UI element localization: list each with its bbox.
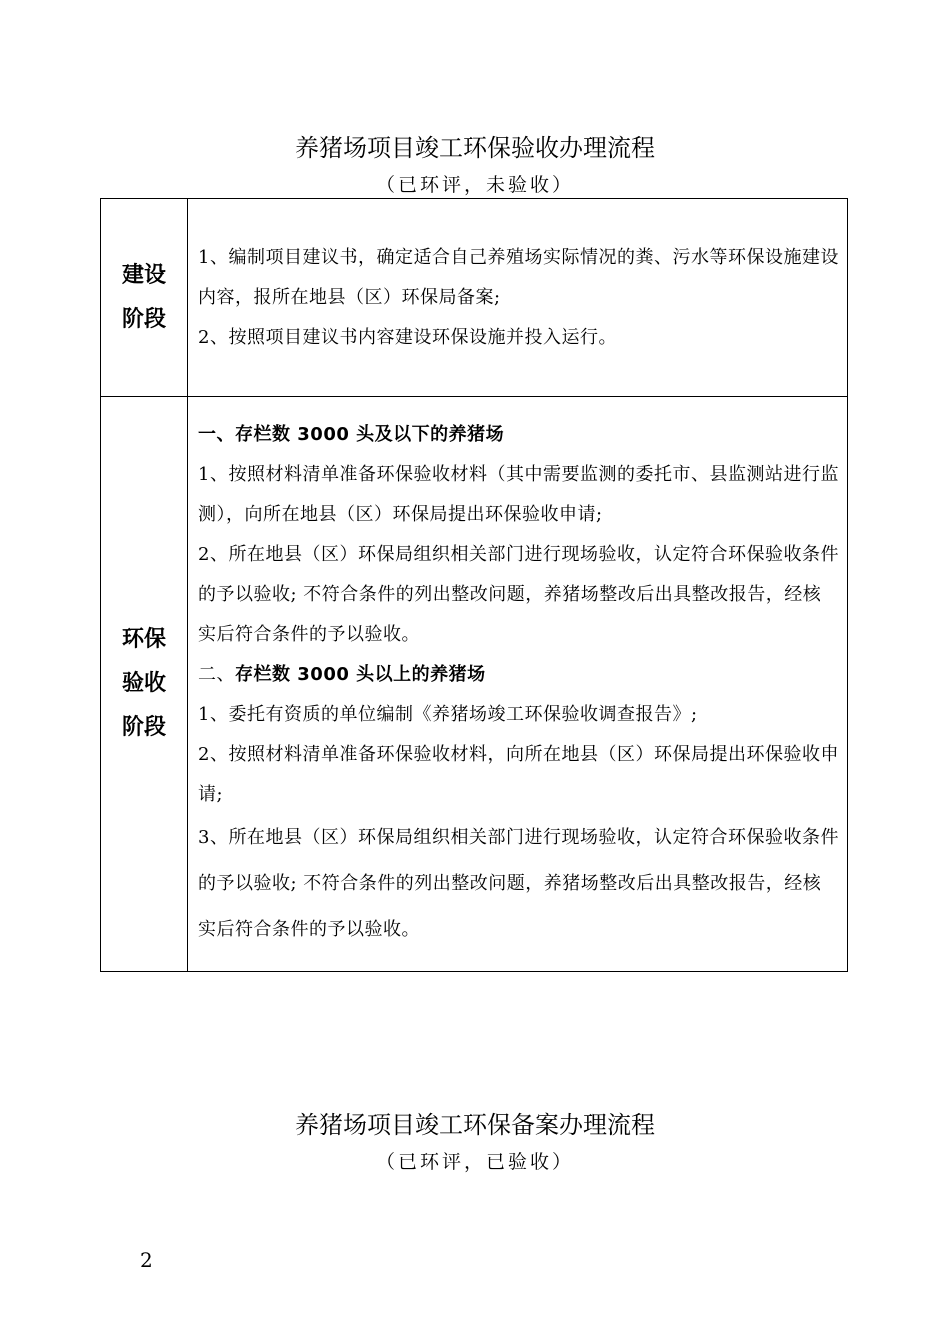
second-title: 养猪场项目竣工环保备案办理流程 [295, 1111, 655, 1139]
list-item: 3、所在地县（区）环保局组织相关部门进行现场验收，认定符合环保验收条件的予以验收; 不符合条件的列出整改问题，养猪场整改后出具整改报告，经核实后符合条件的予以验收。 [198, 827, 839, 940]
section-heading-text: 存栏数 3000 头以上的养猪场 [235, 664, 486, 685]
table-row-construction [101, 199, 848, 397]
list-item: 1、编制项目建议书，确定适合自己养殖场实际情况的粪、污水等环保设施建设内容，报所在地县（区）环保局备案; [198, 246, 839, 308]
stage-label-line: 阶段 [121, 715, 166, 740]
stage-label-acceptance [101, 397, 188, 972]
process-table [100, 198, 848, 972]
stage-label-line: 阶段 [121, 306, 166, 332]
page-subtitle: （已环评，未验收） [375, 174, 574, 196]
section-heading: 一、存栏数 3000 头及以下的养猪场 [198, 424, 505, 445]
table-row-acceptance [101, 397, 848, 972]
list-item: 1、按照材料清单准备环保验收材料（其中需要监测的委托市、县监测站进行监测），向所在地县（区）环保局提出环保验收申请; [198, 464, 839, 525]
list-item: 1、委托有资质的单位编制《养猪场竣工环保验收调查报告》; [198, 704, 698, 725]
page-number: 2 [140, 1248, 153, 1272]
stage-label-construction [101, 199, 188, 397]
section-heading [198, 655, 839, 695]
second-subtitle: （已环评，已验收） [375, 1151, 574, 1173]
page-title: 养猪场项目竣工环保验收办理流程 [295, 134, 655, 162]
stage-content-construction [188, 199, 848, 397]
list-item: 2、按照材料清单准备环保验收材料，向所在地县（区）环保局提出环保验收申请; [198, 744, 839, 805]
stage-label-line: 建设 [121, 262, 166, 288]
list-item: 2、所在地县（区）环保局组织相关部门进行现场验收，认定符合环保验收条件的予以验收; 不符合条件的列出整改问题，养猪场整改后出具整改报告，经核实后符合条件的予以验收。 [198, 544, 839, 645]
stage-content-acceptance [188, 397, 848, 972]
list-item: 2、按照项目建议书内容建设环保设施并投入运行。 [198, 326, 617, 348]
stage-label-line: 环保 [121, 627, 166, 652]
section-heading-prefix: 二、 [198, 664, 235, 685]
stage-label-line: 验收 [121, 671, 166, 696]
